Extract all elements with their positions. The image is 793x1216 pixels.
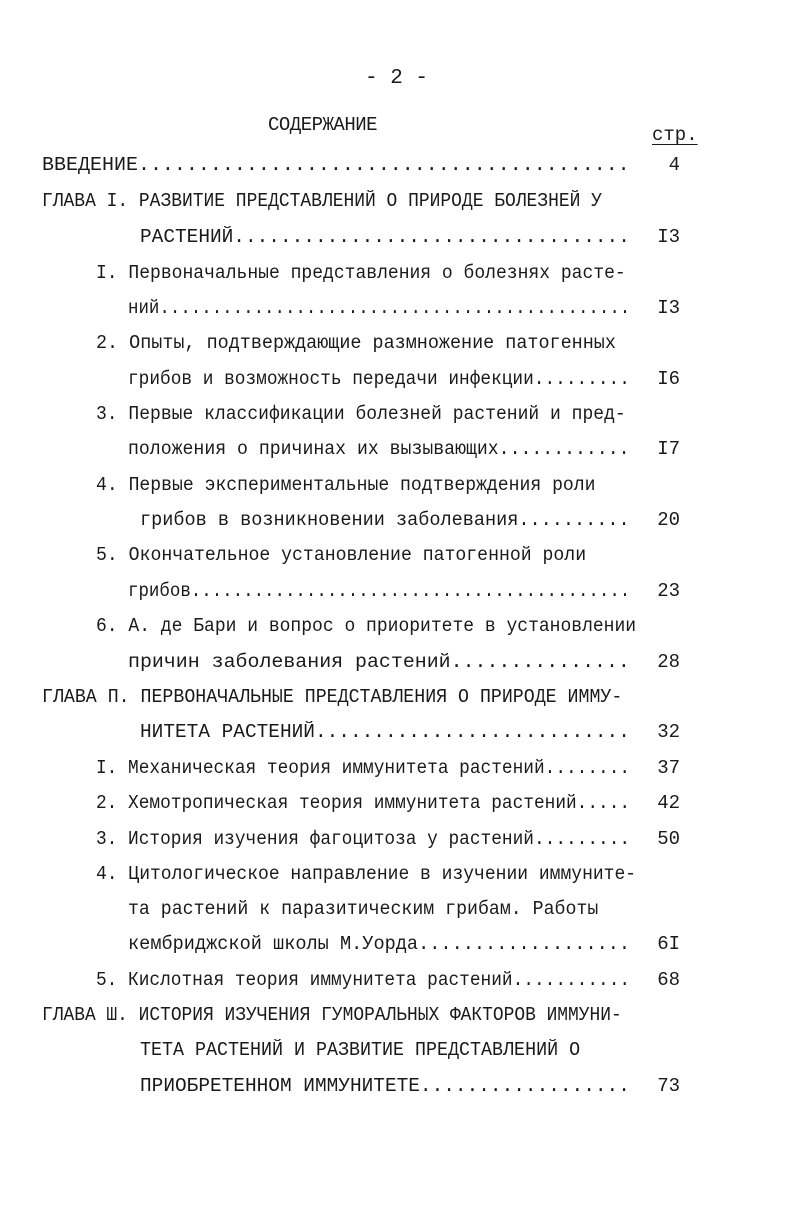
toc-page-number: I3 [657,226,680,248]
toc-line: 5. Кислотная теория иммунитета растений........... [96,969,631,991]
toc-page-number: 73 [657,1075,680,1097]
toc-line: НИТЕТА РАСТЕНИЙ........................... [140,721,630,743]
toc-page-number: I3 [657,297,680,319]
toc-line: I. Механическая теория иммунитета растений........ [96,757,631,779]
toc-section-continued: ТЕТА РАСТЕНИЙ И РАЗВИТИЕ ПРЕДСТАВЛЕНИЙ О [140,1039,581,1061]
toc-page-number: 37 [657,757,680,779]
toc-page-number: 32 [657,721,680,743]
page-number: - 2 - [364,67,428,90]
toc-line: ний............................................. [128,297,631,319]
toc-line: ПРИОБРЕТЕННОМ ИММУНИТЕТЕ.................. [140,1075,630,1097]
toc-section-continued: та растений к паразитическим грибам. Работы [128,898,599,920]
toc-section: 4. Первые экспериментальные подтверждения роли [96,474,596,496]
toc-page-number: 23 [657,580,680,602]
toc-page-number: 28 [657,651,680,673]
toc-line: 3. История изучения фагоцитоза у растений......... [96,828,631,850]
toc-page-number: 4 [668,154,680,176]
toc-chapter-heading: ГЛАВА I. РАЗВИТИЕ ПРЕДСТАВЛЕНИЙ О ПРИРОДЕ БОЛЕЗНЕЙ У [42,190,602,212]
toc-page-number: 68 [657,969,680,991]
toc-section: 5. Окончательное установление патогенной роли [96,544,587,566]
toc-line: ВВЕДЕНИЕ......................................... [42,154,630,176]
toc-page-number: I7 [657,438,680,460]
toc-page-number: 20 [657,509,680,531]
toc-line: положения о причинах их вызывающих............ [128,438,630,460]
toc-section: 4. Цитологическое направление в изучении иммуните- [96,863,637,885]
toc-chapter-heading: ГЛАВА П. ПЕРВОНАЧАЛЬНЫЕ ПРЕДСТАВЛЕНИЯ О ПРИРОДЕ ИММУ- [42,686,623,708]
toc-section: 3. Первые классификации болезней растений и пред- [96,403,626,425]
toc-page-number: 6I [657,933,680,955]
toc-line: 2. Хемотропическая теория иммунитета растений..... [96,792,631,814]
toc-section: 6. А. де Бари и вопрос о приоритете в установлении [96,615,637,637]
toc-line: грибов в возникновении заболевания.......... [140,509,630,531]
toc-section: I. Первоначальные представления о болезнях расте- [96,262,626,284]
page-title: СОДЕРЖАНИЕ [268,114,378,136]
toc-line: РАСТЕНИЙ.................................. [140,226,630,248]
toc-page-number: I6 [657,368,680,390]
toc-line: причин заболевания растений............... [128,651,630,673]
toc-page-number: 42 [657,792,680,814]
toc-line: грибов и возможность передачи инфекции......... [128,368,630,390]
toc-chapter-heading: ГЛАВА Ш. ИСТОРИЯ ИЗУЧЕНИЯ ГУМОРАЛЬНЫХ ФАКТОРОВ ИММУНИ- [42,1004,622,1026]
page-column-label: стр. [652,124,698,146]
toc-line: грибов.......................................... [128,580,631,602]
toc-section: 2. Опыты, подтверждающие размножение патогенных [96,332,616,354]
toc-line: кембриджской школы М.Уорда................... [128,933,631,955]
toc-page-number: 50 [657,828,680,850]
